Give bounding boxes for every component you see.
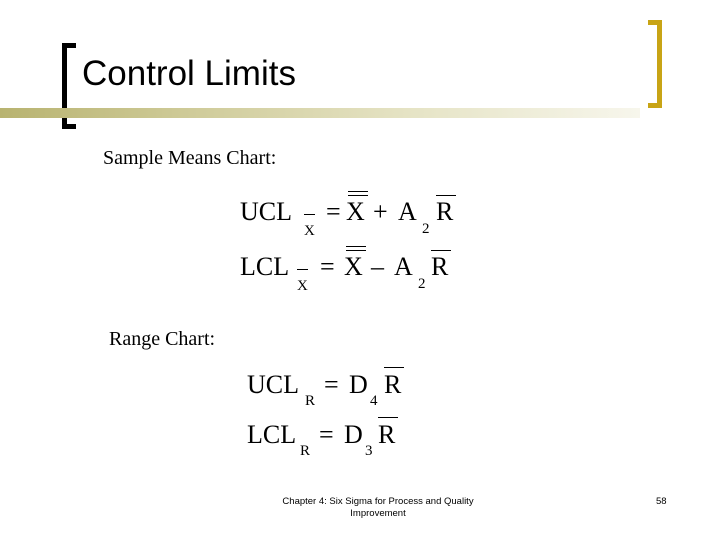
title-bracket-right bbox=[648, 20, 662, 108]
ucl-x-subscript-bar bbox=[304, 214, 315, 215]
slide-title: Control Limits bbox=[82, 54, 296, 93]
lcl-xbar-double-bar-top bbox=[346, 246, 366, 247]
lcl-minus: – bbox=[371, 252, 384, 281]
lcl-r-lhs: LCL bbox=[247, 420, 297, 449]
lcl-r-d-subscript: 3 bbox=[365, 443, 373, 459]
ucl-a: A bbox=[398, 197, 417, 226]
ucl-r-equals: = bbox=[324, 370, 339, 399]
ucl-r-formula bbox=[247, 370, 417, 410]
footer-chapter-text: Chapter 4: Six Sigma for Process and Quality Improvement bbox=[282, 496, 474, 519]
ucl-xbar-formula bbox=[240, 197, 470, 237]
lcl-xbar-formula bbox=[240, 252, 470, 292]
ucl-rbar-bar bbox=[436, 195, 456, 196]
lcl-rbar: R bbox=[431, 252, 449, 281]
lcl-a-subscript: 2 bbox=[418, 276, 426, 292]
ucl-a-subscript: 2 bbox=[422, 221, 430, 237]
lcl-rbar-bar bbox=[431, 250, 451, 251]
ucl-r-lhs: UCL bbox=[247, 370, 299, 399]
ucl-xbar: X bbox=[346, 197, 365, 226]
lcl-r-rbar: R bbox=[378, 420, 396, 449]
title-underline-band bbox=[0, 108, 640, 118]
lcl-xbar: X bbox=[344, 252, 363, 281]
lcl-r-rbar-bar bbox=[378, 417, 398, 418]
ucl-lhs: UCL bbox=[240, 197, 292, 226]
sample-means-chart-label: Sample Means Chart: bbox=[103, 147, 277, 169]
range-chart-label: Range Chart: bbox=[109, 328, 216, 350]
ucl-x-subscript: X bbox=[304, 223, 315, 239]
ucl-r-d-subscript: 4 bbox=[370, 393, 378, 409]
ucl-r-d: D bbox=[349, 370, 368, 399]
ucl-r-rbar-bar bbox=[384, 367, 404, 368]
lcl-equals: = bbox=[320, 252, 335, 281]
lcl-r-subscript: R bbox=[300, 443, 311, 459]
lcl-lhs: LCL bbox=[240, 252, 290, 281]
ucl-xbar-double-bar-top bbox=[348, 191, 368, 192]
lcl-xbar-double-bar-bottom bbox=[346, 250, 366, 251]
lcl-r-equals: = bbox=[319, 420, 334, 449]
ucl-equals: = bbox=[326, 197, 341, 226]
ucl-r-rbar: R bbox=[384, 370, 402, 399]
ucl-r-subscript: R bbox=[305, 393, 316, 409]
lcl-r-formula bbox=[247, 420, 417, 460]
ucl-rbar: R bbox=[436, 197, 454, 226]
lcl-a: A bbox=[394, 252, 413, 281]
ucl-xbar-double-bar-bottom bbox=[348, 195, 368, 196]
page-number: 58 bbox=[656, 496, 667, 507]
lcl-x-subscript-bar bbox=[297, 269, 308, 270]
ucl-plus: + bbox=[373, 197, 388, 226]
lcl-x-subscript: X bbox=[297, 278, 308, 294]
lcl-r-d: D bbox=[344, 420, 363, 449]
